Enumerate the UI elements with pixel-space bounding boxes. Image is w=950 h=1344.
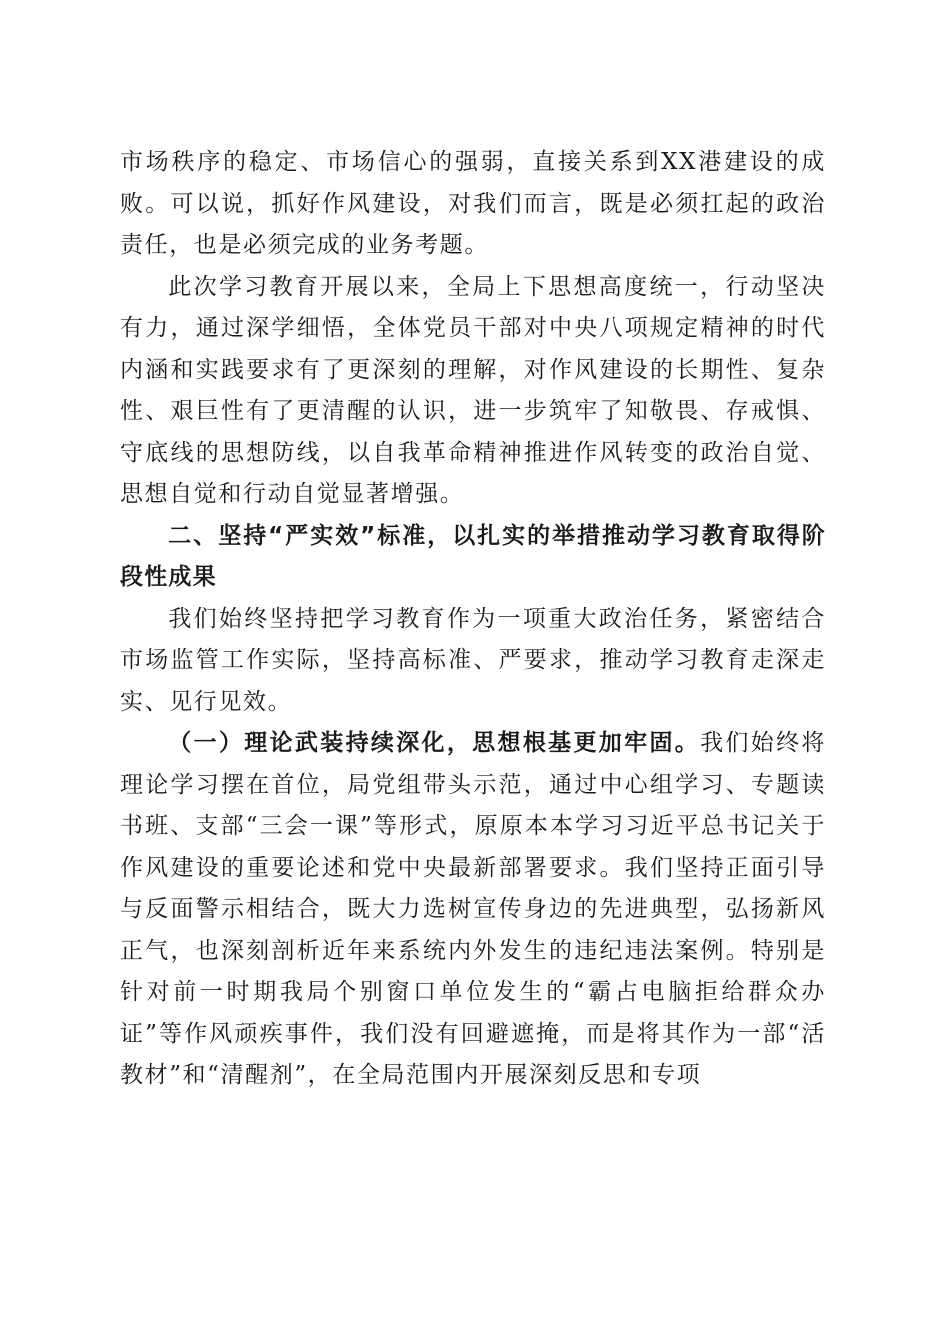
- subsection-body-1: 我们始终将理论学习摆在首位，局党组带头示范，通过中心组学习、专题读书班、支部“三会一课”等形式，原原本本学习习近平总书记关于作风建设的重要论述和党中央最新部署要求。我们坚持正面引导与反面警示相结合，既大力选树宣传身边的先进典型，弘扬新风正气，也深刻剖析近年来系统内外发生的违纪违法案例。特别是针对前一时期我局个别窗口单位发生的“霸占电脑拒给群众办证”等作风顽疾事件，我们没有回避遮掩，而是将其作为一部“活教材”和“清醒剂”，在全局范围内开展深刻反思和专项: [120, 730, 827, 1088]
- paragraph-section-intro: 我们始终坚持把学习教育作为一项重大政治任务，紧密结合市场监管工作实际，坚持高标准、严要求，推动学习教育走深走实、见行见效。: [120, 605, 826, 715]
- document-page: [120, 142, 826, 1097]
- paragraph-learning-results: 此次学习教育开展以来，全局上下思想高度统一，行动坚决有力，通过深学细悟，全体党员干部对中央八项规定精神的时代内涵和实践要求有了更深刻的理解，对作风建设的长期性、复杂性、艰巨性有了更清醒的认识，进一步筑牢了知敬畏、存戒惧、守底线的思想防线，以自我革命精神推进作风转变的政治自觉、思想自觉和行动自觉显著增强。: [120, 273, 826, 507]
- subsection-lead-1: （一）理论武装持续深化，思想根基更加牢固。: [168, 730, 701, 756]
- paragraph-continuation: 市场秩序的稳定、市场信心的强弱，直接关系到XX港建设的成败。可以说，抓好作风建设，对我们而言，既是必须扛起的政治责任，也是必须完成的业务考题。: [120, 149, 826, 258]
- paragraph-theory-arming: [120, 723, 826, 1097]
- section-heading-2: 二、坚持“严实效”标准，以扎实的举措推动学习教育取得阶段性成果: [120, 522, 826, 590]
